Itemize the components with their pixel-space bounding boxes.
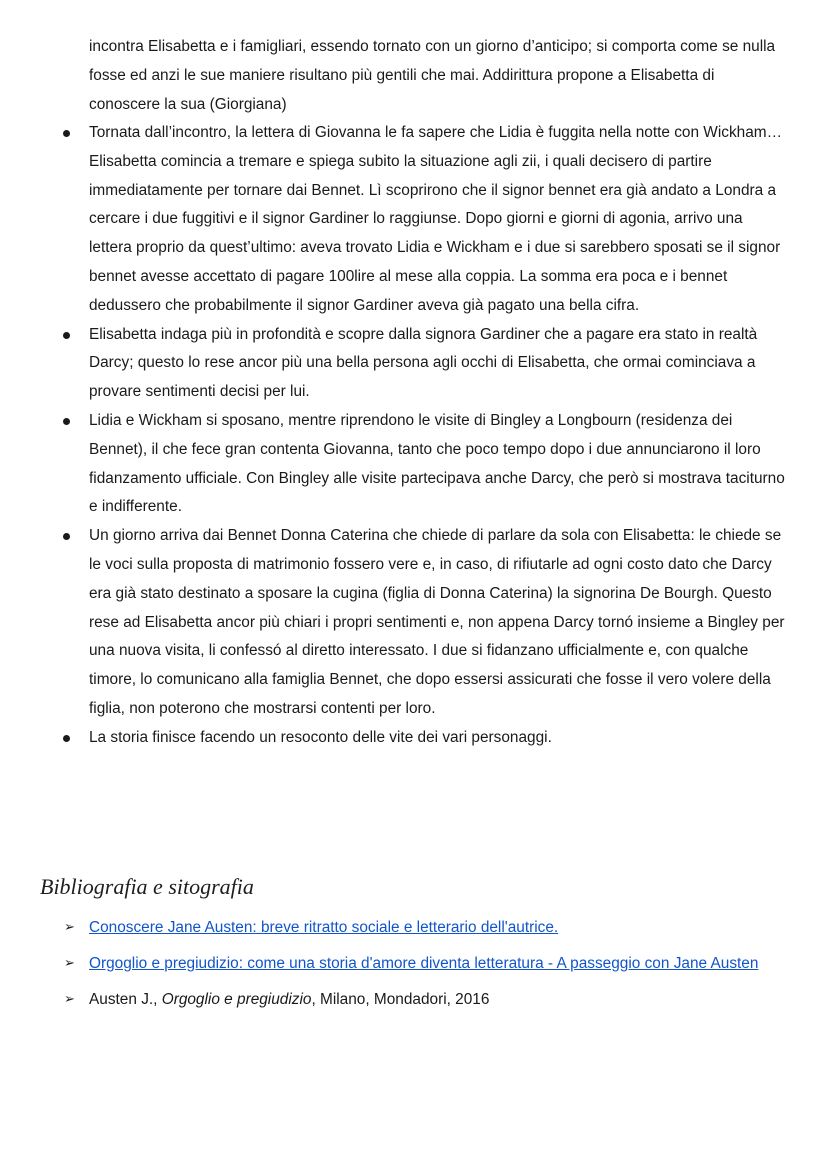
link-orgoglio-e-pregiudizio-article[interactable]: Orgoglio e pregiudizio: come una storia d'amore diventa letteratura - A passeggio con Jane Austen: [89, 955, 759, 972]
book-author: Austen J.,: [89, 991, 162, 1008]
bullet-item: [0, 321, 789, 407]
book-details: , Milano, Mondadori, 2016: [311, 991, 490, 1008]
bibliography-heading: Bibliografia e sitografia: [40, 874, 254, 899]
bullet-text: Lidia e Wickham si sposano, mentre riprendono le visite di Bingley a Longbourn (residenza dei Bennet), il che fece gran contenta Giovanna, tanto che poco tempo dopo i due annunciarono il loro fidanzamento ufficiale. Con Bingley alle visite partecipava anche Darcy, che però si mostrava taciturno e indifferente.: [89, 411, 785, 516]
link-conoscere-jane-austen[interactable]: Conoscere Jane Austen: breve ritratto sociale e letterario dell'autrice.: [89, 919, 559, 936]
bullet-dot-icon: [63, 533, 70, 540]
bibliography-item: [0, 989, 789, 1011]
bullet-dot-icon: [63, 332, 70, 339]
bullet-dot-icon: [63, 735, 70, 742]
book-title: Orgoglio e pregiudizio: [161, 991, 312, 1008]
bullet-item: [0, 724, 789, 753]
bullet-text: Un giorno arriva dai Bennet Donna Caterina che chiede di parlare da sola con Elisabetta: le chiede se le voci sulla proposta di matrimonio fossero vere e, in caso, di rifiutarle ad ogni costo dato che Darcy era già stato destinato a sposare la cugina (figlia di Donna Caterina) la signorina De Bourgh. Questo rese ad Elisabetta ancor più chiari i propri sentimenti e, non appena Darcy tornó insieme a Bingley per una nuova visita, li confessó al diretto interessato. I due si fidanzano ufficialmente e, con qualche timore, lo comunicano alla famiglia Bennet, che dopo essersi assicurati che fosse il vero volere della figlia, non poterono che mostrarsi contenti per loro.: [89, 527, 785, 717]
bullet-dot-icon: [63, 418, 70, 425]
bullet-text: Elisabetta indaga più in profondità e scopre dalla signora Gardiner che a pagare era stato in realtà Darcy; questo lo rese ancor più una bella persona agli occhi di Elisabetta, che ormai cominciava a provare sentimenti decisi per lui.: [89, 325, 758, 401]
continuation-paragraph: incontra Elisabetta e i famigliari, essendo tornato con un giorno d’anticipo; si comporta come se nulla fosse ed anzi le sue maniere risultano più gentili che mai. Addirittura propone a Elisabetta di conoscere la sua (Giorgiana): [89, 38, 776, 113]
bullet-text: Tornata dall’incontro, la lettera di Giovanna le fa sapere che Lidia è fuggita nella notte con Wickham… Elisabetta comincia a tremare e spiega subito la situazione agli zii, i quali decisero di partire immediatamente per tornare dai Bennet. Lì scoprirono che il signor bennet era già andato a Londra a cercare i due fuggitivi e il signor Gardiner lo raggiunse. Dopo giorni e giorni di agonia, arrivo una lettera proprio da quest’ultimo: aveva trovato Lidia e Wickham e i due si sarebbero sposati se il signor bennet avesse accettato di pagare 100lire al mese alla coppia. La somma era poca e i bennet dedussero che probabilmente il signor Gardiner aveva già pagato una bella cifra.: [89, 124, 782, 314]
arrow-bullet-icon: ➢: [64, 920, 75, 935]
bullet-text: La storia finisce facendo un resoconto delle vite dei vari personaggi.: [89, 728, 552, 746]
bullet-item: [0, 407, 789, 522]
bullet-dot-icon: [63, 130, 70, 137]
bullet-item: [0, 522, 789, 724]
bibliography-item: [0, 917, 789, 939]
arrow-bullet-icon: ➢: [64, 992, 75, 1007]
plot-bullet-list: [0, 119, 828, 753]
arrow-bullet-icon: ➢: [64, 956, 75, 971]
bullet-item: [0, 119, 789, 321]
bibliography-item: [0, 953, 789, 975]
bibliography-list: [0, 917, 828, 1025]
